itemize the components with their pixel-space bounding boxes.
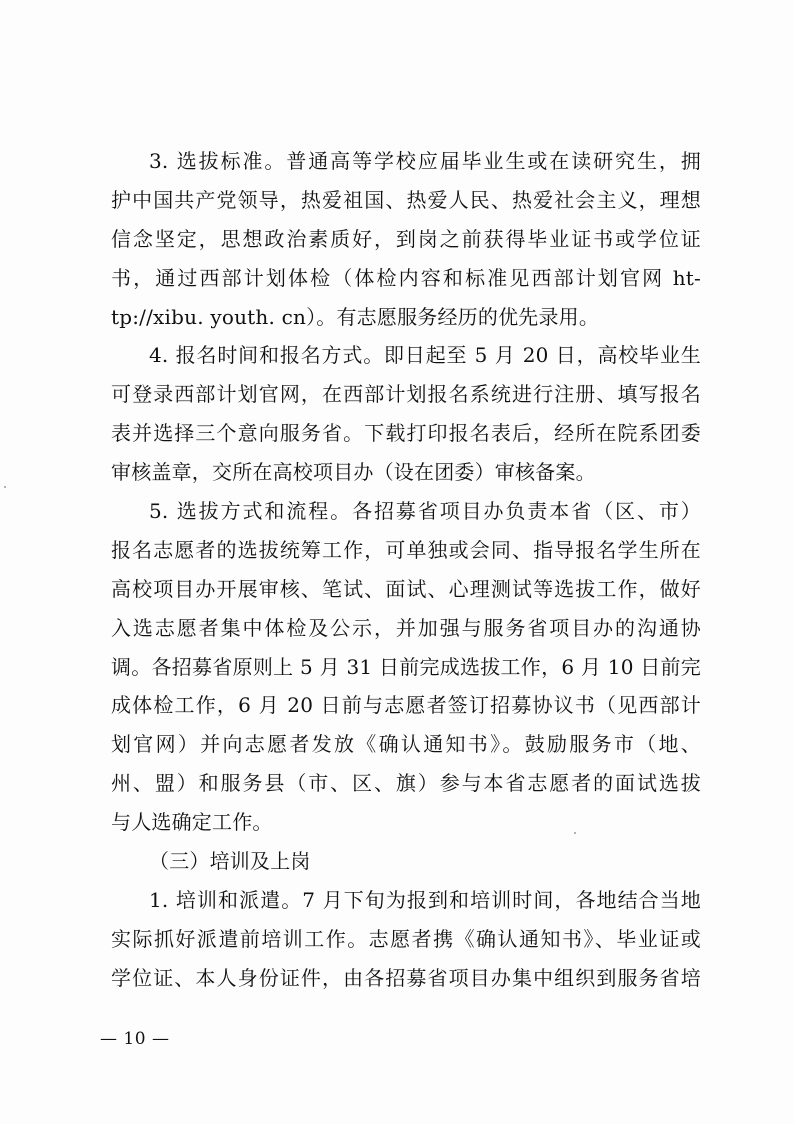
text-line: 调。各招募省原则上 5 月 31 日前完成选拔工作，6 月 10 日前完 [111,654,701,679]
body-text [111,142,701,998]
scan-speck [4,486,6,488]
page-number: — 10 — [100,1029,170,1049]
text-line: 入选志愿者集中体检及公示，并加强与服务省项目办的沟通协 [111,615,701,640]
text-line: tp://xibu. youth. cn）。有志愿服务经历的优先录用。 [111,304,600,329]
text-line: 报名志愿者的选拔统筹工作，可单独或会同、指导报名学生所在 [111,537,701,562]
text-line: 3. 选拔标准。普通高等学校应届毕业生或在读研究生，拥 [149,149,701,173]
text-line: 4. 报名时间和报名方式。即日起至 5 月 20 日，高校毕业生 [149,343,701,368]
text-line: 护中国共产党领导，热爱祖国、热爱人民、热爱社会主义，理想 [111,187,701,212]
text-line: 5. 选拔方式和流程。各招募省项目办负责本省（区、市） [149,499,701,524]
text-line: 州、盟）和服务县（市、区、旗）参与本省志愿者的面试选拔 [111,771,701,796]
text-line: 高校项目办开展审核、笔试、面试、心理测试等选拔工作，做好 [111,576,701,601]
text-line: 信念坚定，思想政治素质好，到岗之前获得毕业证书或学位证 [111,226,701,251]
text-line: 可登录西部计划官网，在西部计划报名系统进行注册、填写报名 [111,382,701,407]
text-line: 成体检工作，6 月 20 日前与志愿者签订招募协议书（见西部计 [111,693,701,718]
text-line: 书，通过西部计划体检（体检内容和标准见西部计划官网 ht- [111,265,701,290]
text-line: 划官网）并向志愿者发放《确认通知书》。鼓励服务市（地、 [111,732,701,757]
text-line: 学位证、本人身份证件，由各招募省项目办集中组织到服务省培 [111,965,701,990]
section-heading: （三）培训及上岗 [149,849,311,874]
text-line: 表并选择三个意向服务省。下载打印报名表后，经所在院系团委 [111,421,701,446]
text-line: 实际抓好派遣前培训工作。志愿者携《确认通知书》、毕业证或 [111,926,701,951]
text-line: 1. 培训和派遣。7 月下旬为报到和培训时间，各地结合当地 [149,887,701,912]
text-line: 与人选确定工作。 [111,810,273,835]
text-line: 审核盖章，交所在高校项目办（设在团委）审核备案。 [111,460,596,485]
